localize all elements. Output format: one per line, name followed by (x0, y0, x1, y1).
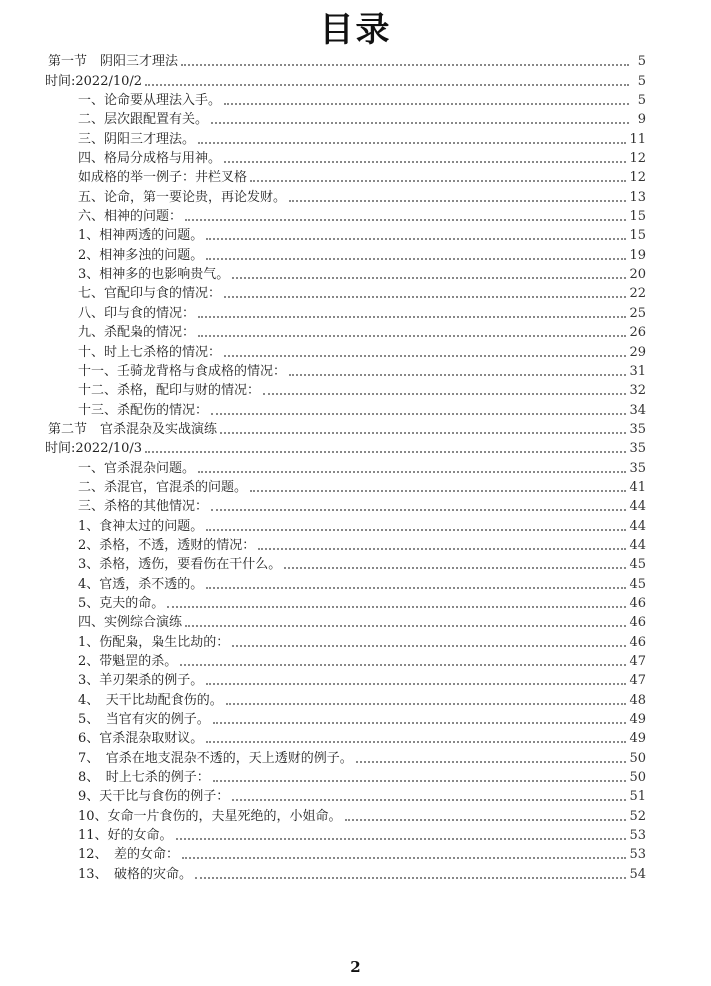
toc-entry-page: 45 (629, 557, 646, 573)
dot-leader (206, 257, 626, 260)
toc-entry[interactable] (45, 129, 646, 148)
toc-entry-label: 2、杀格，不透，透财的情况： (78, 537, 256, 553)
toc-entry[interactable] (45, 652, 646, 671)
toc-entry[interactable] (45, 381, 646, 400)
dot-leader (258, 547, 626, 550)
toc-entry-label: 4、官透，杀不透的。 (78, 576, 204, 592)
toc-entry[interactable] (45, 420, 646, 439)
dot-leader (198, 315, 626, 318)
toc-entry-label: 二、层次跟配置有关。 (78, 112, 209, 128)
toc-entry-label: 8、 时上七杀的例子： (78, 770, 210, 786)
toc-entry[interactable] (45, 632, 646, 651)
toc-entry-page: 46 (629, 595, 646, 611)
dot-leader (232, 644, 626, 647)
toc-entry[interactable] (45, 516, 646, 535)
dot-leader (206, 528, 626, 531)
toc-entry-page: 26 (629, 325, 646, 341)
toc-entry-page: 11 (629, 131, 646, 147)
toc-entry-label: 5、 当官有灾的例子。 (78, 712, 210, 728)
toc-entry[interactable] (45, 323, 646, 342)
dot-leader (198, 470, 626, 473)
toc-entry[interactable] (45, 400, 646, 419)
toc-entry-page: 50 (629, 750, 646, 766)
table-of-contents (45, 52, 646, 884)
toc-entry[interactable] (45, 110, 646, 129)
toc-entry-page: 29 (629, 344, 646, 360)
dot-leader (180, 663, 626, 666)
toc-entry[interactable] (45, 91, 646, 110)
toc-entry[interactable] (45, 787, 646, 806)
dot-leader (206, 740, 626, 743)
dot-leader (250, 179, 626, 182)
toc-entry-page: 48 (629, 692, 646, 708)
toc-entry-page: 22 (629, 286, 646, 302)
toc-entry-page: 54 (629, 866, 646, 882)
dot-leader (198, 334, 626, 337)
toc-entry-label: 12、 差的女命： (78, 847, 180, 863)
toc-entry-label: 13、 破格的灾命。 (78, 866, 193, 882)
dot-leader (213, 779, 627, 782)
toc-entry-label: 3、羊刃架杀的例子。 (78, 673, 204, 689)
dot-leader (224, 160, 626, 163)
dot-leader (145, 450, 626, 453)
toc-entry-label: 1、伤配枭，枭生比劫的： (78, 634, 230, 650)
dot-leader (211, 121, 629, 124)
toc-entry[interactable] (45, 671, 646, 690)
toc-entry[interactable] (45, 149, 646, 168)
dot-leader (185, 624, 626, 627)
page-title: 目录 (319, 10, 392, 50)
dot-leader (345, 818, 627, 821)
toc-entry-label: 9、天干比与食伤的例子： (78, 789, 230, 805)
dot-leader (213, 721, 627, 724)
dot-leader (195, 876, 626, 879)
toc-entry-page: 47 (629, 654, 646, 669)
toc-entry-page: 19 (629, 247, 646, 263)
toc-entry-page: 15 (629, 228, 646, 244)
toc-entry-page: 53 (629, 828, 646, 844)
toc-entry-label: 2、带魁罡的杀。 (78, 654, 178, 669)
toc-entry-label: 5、克夫的命。 (78, 595, 165, 611)
toc-entry-label: 三、杀格的其他情况： (78, 499, 209, 515)
toc-entry-label: 4、 天干比劫配食伤的。 (78, 692, 223, 708)
toc-entry-label: 十一、壬骑龙背格与食成格的情况： (78, 363, 287, 379)
dot-leader (206, 682, 626, 685)
dot-leader (145, 83, 629, 86)
toc-entry-label: 六、相神的问题： (78, 209, 183, 225)
toc-entry-label: 1、相神两透的问题。 (78, 228, 204, 244)
toc-entry-label: 九、杀配枭的情况： (78, 325, 196, 341)
toc-entry[interactable] (45, 168, 646, 187)
toc-entry[interactable] (45, 362, 646, 381)
dot-leader (176, 837, 627, 840)
dot-leader (232, 798, 626, 801)
toc-entry-page: 35 (629, 441, 646, 457)
dot-leader (224, 102, 629, 105)
toc-entry[interactable] (45, 207, 646, 226)
toc-entry-label: 6、官杀混杂取财议。 (78, 731, 204, 747)
dot-leader (220, 431, 626, 434)
toc-entry-label: 时间:2022/10/2 (45, 73, 143, 89)
toc-entry-label: 如成格的举一例子：井栏叉格 (78, 170, 248, 186)
toc-entry-page: 5 (637, 54, 646, 70)
toc-entry[interactable] (45, 52, 646, 71)
toc-entry-page: 12 (629, 151, 646, 167)
dot-leader (185, 218, 626, 221)
toc-entry-page: 44 (629, 537, 646, 553)
dot-leader (182, 856, 626, 859)
toc-entry[interactable] (45, 555, 646, 574)
toc-entry-label: 一、官杀混杂问题。 (78, 460, 196, 476)
toc-entry[interactable] (45, 439, 646, 458)
dot-leader (284, 566, 626, 569)
dot-leader (250, 489, 626, 492)
toc-entry-label: 二、杀混官，官混杀的问题。 (78, 479, 248, 495)
toc-entry[interactable] (45, 71, 646, 90)
toc-entry-label: 3、杀格，透伤，要看伤在干什么。 (78, 557, 282, 573)
toc-entry-label: 第一节 阴阳三才理法 (48, 54, 179, 70)
toc-entry-label: 三、阴阳三才理法。 (78, 131, 196, 147)
toc-entry[interactable] (45, 613, 646, 632)
toc-entry-page: 45 (629, 576, 646, 592)
toc-entry-page: 20 (629, 267, 646, 283)
dot-leader (211, 508, 626, 511)
toc-entry[interactable] (45, 594, 646, 613)
toc-entry-label: 1、食神太过的问题。 (78, 518, 204, 534)
toc-entry[interactable] (45, 729, 646, 748)
toc-entry-page: 49 (629, 731, 646, 747)
page-number: 2 (350, 958, 361, 976)
toc-entry-label: 10、女命一片食伤的，夫星死绝的，小姐命。 (78, 808, 342, 824)
toc-entry-label: 时间:2022/10/3 (45, 441, 143, 457)
dot-leader (224, 354, 626, 357)
toc-entry-page: 44 (629, 518, 646, 534)
toc-entry[interactable] (45, 768, 646, 787)
toc-entry-page: 9 (637, 112, 646, 128)
toc-entry-page: 46 (629, 615, 646, 631)
dot-leader (226, 702, 627, 705)
toc-entry-page: 49 (629, 712, 646, 728)
toc-entry-page: 35 (629, 421, 646, 437)
toc-entry-page: 46 (629, 634, 646, 650)
toc-entry[interactable] (45, 845, 646, 864)
toc-entry[interactable] (45, 826, 646, 845)
toc-entry-label: 11、好的女命。 (78, 828, 173, 844)
toc-entry-label: 四、实例综合演练 (78, 615, 183, 631)
toc-entry[interactable] (45, 864, 646, 883)
toc-entry-page: 47 (629, 673, 646, 689)
dot-leader (263, 392, 626, 395)
toc-entry-label: 十、时上七杀格的情况： (78, 344, 222, 360)
toc-entry-page: 5 (637, 73, 646, 89)
toc-entry-page: 13 (629, 189, 646, 205)
toc-entry-page: 52 (629, 808, 646, 824)
toc-entry[interactable] (45, 806, 646, 825)
toc-entry-label: 五、论命，第一要论贵，再论发财。 (78, 189, 287, 205)
toc-entry-page: 32 (629, 383, 646, 399)
dot-leader (232, 276, 626, 279)
toc-entry[interactable] (45, 478, 646, 497)
toc-entry-page: 34 (629, 402, 646, 418)
dot-leader (198, 141, 626, 144)
toc-entry-page: 53 (629, 847, 646, 863)
toc-entry-page: 25 (629, 305, 646, 321)
dot-leader (356, 760, 627, 763)
toc-entry[interactable] (45, 458, 646, 477)
toc-entry-label: 十三、杀配伤的情况： (78, 402, 209, 418)
toc-entry[interactable] (45, 690, 646, 709)
toc-entry-label: 3、相神多的也影响贵气。 (78, 267, 230, 283)
toc-entry[interactable] (45, 245, 646, 264)
dot-leader (206, 586, 626, 589)
toc-entry[interactable] (45, 748, 646, 767)
dot-leader (224, 295, 626, 298)
toc-entry-label: 四、格局分成格与用神。 (78, 151, 222, 167)
toc-entry-label: 七、官配印与食的情况： (78, 286, 222, 302)
toc-entry[interactable] (45, 497, 646, 516)
toc-entry-page: 5 (637, 93, 646, 109)
dot-leader (206, 237, 626, 240)
toc-entry-page: 12 (629, 170, 646, 186)
toc-entry-label: 7、 官杀在地支混杂不透的，天上透财的例子。 (78, 750, 353, 766)
toc-entry[interactable] (45, 226, 646, 245)
toc-entry[interactable] (45, 536, 646, 555)
toc-entry-label: 八、印与食的情况： (78, 305, 196, 321)
toc-entry[interactable] (45, 574, 646, 593)
toc-entry-page: 41 (629, 479, 646, 495)
toc-entry-label: 第二节 官杀混杂及实战演练 (48, 421, 218, 437)
dot-leader (167, 605, 626, 608)
toc-entry[interactable] (45, 187, 646, 206)
toc-entry-page: 35 (629, 460, 646, 476)
toc-entry-label: 2、相神多浊的问题。 (78, 247, 204, 263)
dot-leader (289, 373, 626, 376)
toc-entry[interactable] (45, 710, 646, 729)
toc-entry-page: 50 (629, 770, 646, 786)
toc-entry[interactable] (45, 284, 646, 303)
toc-entry-page: 44 (629, 499, 646, 515)
toc-entry-page: 15 (629, 209, 646, 225)
dot-leader (211, 412, 626, 415)
toc-entry-label: 十二、杀格，配印与财的情况： (78, 383, 261, 399)
dot-leader (181, 63, 629, 66)
dot-leader (289, 199, 626, 202)
toc-entry[interactable] (45, 303, 646, 322)
toc-entry[interactable] (45, 342, 646, 361)
toc-entry[interactable] (45, 265, 646, 284)
toc-entry-page: 51 (629, 789, 646, 805)
toc-entry-label: 一、论命要从理法入手。 (78, 93, 222, 109)
toc-entry-page: 31 (629, 363, 646, 379)
